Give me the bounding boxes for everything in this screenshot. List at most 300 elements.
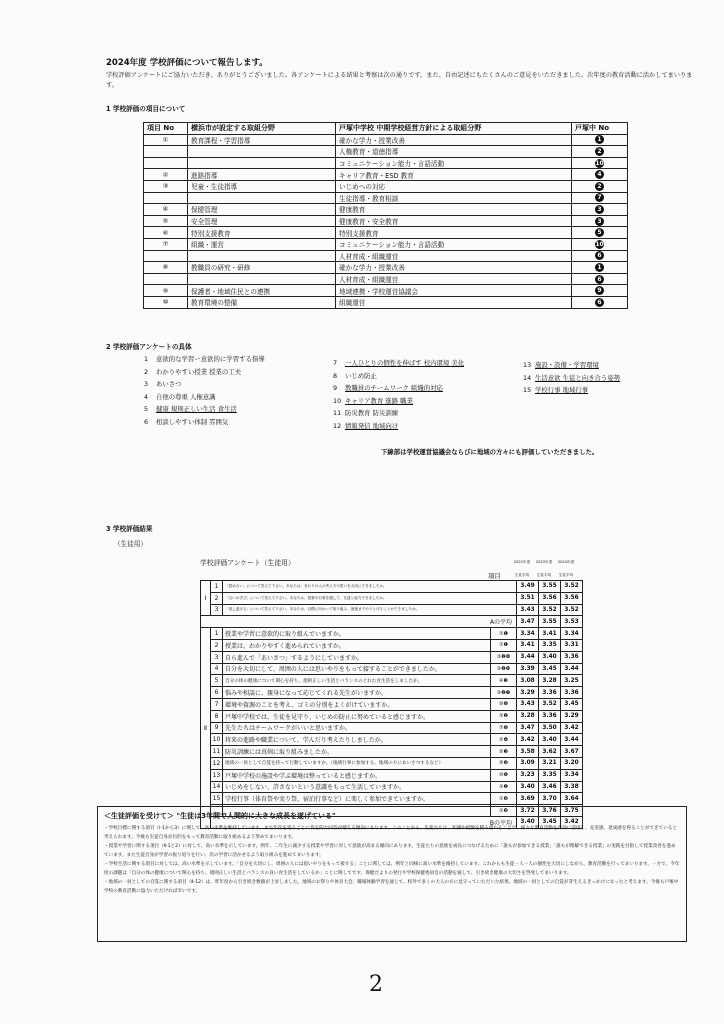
- table-row: [144, 180, 628, 192]
- yokohama-area: [188, 192, 336, 204]
- table-row: [144, 296, 628, 308]
- question-text: 戸塚中学校では、生徒を見守り、いじめの防止に努めていると感じますか。: [223, 710, 491, 722]
- item-no: ⑦: [144, 238, 188, 250]
- survey-item-text: キャリア教育 進路 職業: [345, 396, 413, 405]
- score-value: 3.45: [561, 698, 583, 710]
- yokohama-area: 進路指導: [188, 169, 336, 181]
- survey-row-b: [201, 687, 583, 699]
- survey-row-a: [201, 581, 583, 593]
- survey-item-text: あいさつ: [156, 380, 182, 389]
- question-text: 授業は、わかりやすく進められていますか。: [223, 639, 491, 651]
- survey-item-number: 9: [333, 384, 338, 393]
- category-tag: ⑩❻: [491, 769, 517, 781]
- totsuka-area: 人材育成・組織運営: [336, 273, 572, 285]
- totsuka-no-cell: [572, 169, 628, 181]
- score-value: 3.46: [539, 781, 561, 793]
- survey-item-number: 5: [144, 405, 149, 414]
- score-value: 3.34: [517, 628, 539, 640]
- item-no: [144, 157, 188, 169]
- score-value: 3.52: [539, 604, 561, 616]
- category-tag: ⑨❾: [491, 757, 517, 769]
- question-text: 自分の体の健康について関心を持ち、規則正しい生活とバランスのとれた食生活をしましたか。: [223, 675, 491, 687]
- average-value: 3.47: [517, 616, 539, 628]
- survey-item-text: 一人ひとりの個性を伸ばす 校内環境 美化: [345, 359, 465, 367]
- score-value: 3.35: [539, 639, 561, 651]
- table-row: [144, 157, 628, 169]
- totsuka-no-cell: [572, 204, 628, 216]
- col-kind-2022: 生徒平均: [514, 573, 530, 577]
- totsuka-no-badge: 9: [595, 286, 604, 295]
- survey-item-number: 6: [144, 417, 149, 426]
- category-tag: ⑦❻: [491, 722, 517, 734]
- score-value: 3.36: [539, 687, 561, 699]
- totsuka-area: コミュニケーション能力・言語活動: [336, 238, 572, 250]
- table-row: [144, 238, 628, 250]
- yokohama-area: 児童・生徒指導: [188, 180, 336, 192]
- totsuka-area: キャリア教育・ESD 教育: [336, 169, 572, 181]
- comment-heading: ＜生徒評価を受けて＞ "生徒は3年間で人間的に大きな成長を遂げている": [104, 812, 336, 820]
- category-tag: ③❷❼: [491, 687, 517, 699]
- survey-item-text: わかりやすい授業 授業の工夫: [156, 367, 242, 376]
- yokohama-area: [188, 273, 336, 285]
- score-value: 3.41: [539, 628, 561, 640]
- score-value: 3.41: [517, 639, 539, 651]
- survey-item-number: 14: [523, 373, 532, 382]
- average-label: Aの平均: [201, 616, 517, 628]
- score-value: 3.38: [561, 781, 583, 793]
- score-value: 3.23: [517, 769, 539, 781]
- survey-item: [523, 372, 620, 385]
- survey-row-b: [201, 639, 583, 651]
- row-index: 8: [211, 710, 223, 722]
- section-3-heading: 3 学校評価結果: [106, 525, 153, 533]
- survey-row-b: [201, 793, 583, 805]
- yokohama-area: [188, 146, 336, 158]
- survey-row-b: [201, 710, 583, 722]
- question-text: 自分を大切にして、周囲の人には思いやりをもって接することができましたか。: [223, 663, 491, 675]
- average-label: Bの平均: [211, 816, 517, 828]
- score-value: 3.34: [561, 628, 583, 640]
- totsuka-no-cell: [572, 215, 628, 227]
- totsuka-no-badge: 2: [595, 182, 604, 191]
- row-index: 15: [211, 793, 223, 805]
- item-no: [144, 192, 188, 204]
- category-tag: ⑤❸: [491, 746, 517, 758]
- score-value: 3.29: [517, 687, 539, 699]
- score-value: 3.09: [517, 757, 539, 769]
- survey-item-text: 意欲的な学習ー意欲的に学習する指導: [156, 355, 265, 363]
- yokohama-area: [188, 250, 336, 262]
- score-value: 3.34: [561, 769, 583, 781]
- category-tag: ③❷: [491, 710, 517, 722]
- score-value: 3.31: [561, 639, 583, 651]
- totsuka-no-badge: 10: [595, 159, 604, 167]
- col-year-2024: 2024年度: [557, 560, 575, 564]
- survey-item: [523, 359, 620, 372]
- score-value: 3.55: [539, 581, 561, 593]
- survey-item: [144, 353, 265, 366]
- yokohama-area: [188, 157, 336, 169]
- survey-item: [144, 378, 265, 391]
- question-text: いじめをしない、許さないという意識をもって生活していますか。: [223, 781, 491, 793]
- totsuka-no-cell: [572, 157, 628, 169]
- survey-item-text: 自他の尊重 人権意識: [156, 392, 216, 401]
- survey-item: [333, 407, 464, 420]
- average-value: 3.40: [517, 816, 539, 828]
- survey-row-b: [201, 651, 583, 663]
- question-text: 「互いの学び」について答えて下さい。あなたは、授業や行事を通して、友達と協力できましたか。: [223, 592, 517, 604]
- score-value: 3.56: [561, 592, 583, 604]
- row-index: 2: [211, 639, 223, 651]
- item-no: ⑩: [144, 296, 188, 308]
- score-value: 3.56: [539, 592, 561, 604]
- underline-footnote: 下線部は学校運営協議会ならびに地域の方々にも評価していただきました。: [381, 448, 599, 456]
- totsuka-no-badge: 1: [595, 135, 604, 144]
- totsuka-area: 人権教育・道徳指導: [336, 146, 572, 158]
- totsuka-no-badge: 6: [595, 275, 604, 284]
- survey-item-number: 1: [144, 355, 149, 363]
- comment-paragraph-3: ・学校生活に関する項目に対しては、高い水準を示しています。「自分を大切にし、周囲の人には思いやりをもって接する」ことに関しては、例年と同様に高い水準を維持しています。これからも生徒一人一人の個性を大切にしながら、教育活動を行ってまいります。一方で、今年度の課題は「自分の体の健康について関心を持ち、規則正しい生活とバランスの良い食生活をしているか」ことに関してです。保健だよりの発行や学校保健委員会の活動を通して、引き続き健康の大切さを啓発してまいります。: [104, 862, 680, 876]
- item-no: ③: [144, 180, 188, 192]
- average-value: 3.53: [561, 616, 583, 628]
- item-no: ②: [144, 169, 188, 181]
- col-year-2023: 2023年度: [535, 560, 553, 564]
- col-year-2022: 2022年度: [513, 560, 531, 564]
- totsuka-area: 特別支援教育: [336, 227, 572, 239]
- yokohama-area: 組織・運営: [188, 238, 336, 250]
- yokohama-area: 安全管理: [188, 215, 336, 227]
- section-1-heading: 1 学校評価の項目について: [106, 105, 186, 113]
- category-tag: ④❸: [491, 675, 517, 687]
- intro-paragraph: 学校評価アンケートにご協力いただき、ありがとうございました。各アンケートによる結果と考察は次の通りです。また、自由記述にもたくさんのご意見をいただきました。次年度の教育活動に活かしてまいります。: [106, 72, 693, 89]
- row-index: 4: [211, 663, 223, 675]
- category-tag: ②❹: [491, 734, 517, 746]
- score-value: 3.75: [561, 805, 583, 817]
- survey-items-column-1: [144, 353, 265, 429]
- group-label: Ⅰ: [201, 581, 211, 616]
- totsuka-no-badge: 6: [595, 251, 604, 260]
- item-column-label: 項目: [488, 572, 501, 580]
- totsuka-no-badge: 6: [595, 298, 604, 307]
- score-value: 3.52: [561, 604, 583, 616]
- totsuka-no-badge: 1: [595, 263, 604, 272]
- score-value: 3.70: [539, 793, 561, 805]
- question-text: 自ら進んで「あいさつ」するようにしていますか。: [223, 651, 491, 663]
- score-value: 3.20: [561, 757, 583, 769]
- score-value: 3.36: [561, 687, 583, 699]
- score-value: 3.50: [539, 722, 561, 734]
- category-tag: ①❶: [491, 628, 517, 640]
- item-no: ①: [144, 134, 188, 146]
- survey-item-text: 施設・設備・学習環境: [535, 361, 599, 369]
- score-value: 3.28: [539, 675, 561, 687]
- comment-paragraph-4: ・地域の一員としての自覚に関する項目（Ⅱ-12）は、昨年度から引き続き数値が上昇しました。地域のお祭りや体育大会、職場体験学習を通じて、校外で多くの大人の方に見守っていただいた結果、地域の一員としての自覚が芽生えるきっかけになったと考えます。今後も戸塚中学校の教育活動に協力いただければ幸いです。: [104, 880, 679, 894]
- row-index: 5: [211, 675, 223, 687]
- yokohama-area: 教育課程・学習指導: [188, 134, 336, 146]
- item-no: [144, 146, 188, 158]
- yokohama-area: 保護者・地域住民との連携: [188, 285, 336, 297]
- survey-row-b: [201, 628, 583, 640]
- totsuka-area: 確かな学力・授業改善: [336, 134, 572, 146]
- table-row: [144, 192, 628, 204]
- score-value: 3.44: [517, 651, 539, 663]
- survey-item: [144, 391, 265, 404]
- score-value: 3.52: [539, 698, 561, 710]
- table-row: [144, 262, 628, 274]
- header-cell-0: 項目 No: [144, 123, 188, 135]
- question-text: 環境や資源のことを考え、ゴミの分別をよくがけていますか。: [223, 698, 491, 710]
- totsuka-no-badge: 5: [595, 228, 604, 237]
- table-header-row: [144, 123, 628, 135]
- header-cell-2: 戸塚中学校 中期学校経営方針による取組分野: [336, 123, 572, 135]
- totsuka-no-badge: 2: [595, 147, 604, 156]
- survey-row-a: [201, 592, 583, 604]
- totsuka-area: 健康教育: [336, 204, 572, 216]
- score-value: 3.43: [517, 604, 539, 616]
- col-kind-2023: 生徒平均: [536, 573, 552, 577]
- score-value: 3.35: [539, 769, 561, 781]
- table-row: [144, 134, 628, 146]
- page-number: 2: [369, 972, 383, 997]
- survey-item-text: 情報発信 地域向け: [345, 421, 399, 430]
- survey-item-text: 生活意欲 生徒と向き合う姿勢: [535, 373, 621, 382]
- score-value: 3.40: [539, 734, 561, 746]
- survey-row-b: [201, 675, 583, 687]
- score-value: 3.25: [561, 675, 583, 687]
- category-tag: ①❽: [491, 793, 517, 805]
- score-value: 3.72: [517, 805, 539, 817]
- score-value: 3.44: [561, 734, 583, 746]
- totsuka-area: 地域連携・学校運営協議会: [336, 285, 572, 297]
- totsuka-no-cell: [572, 134, 628, 146]
- survey-item-number: 12: [333, 421, 342, 430]
- question-text: 地域の一員として自覚を持って行動していますか。（地域行事に参加する、地域の方にあいさつするなど）: [223, 757, 491, 769]
- survey-items-column-2: [333, 357, 464, 433]
- totsuka-no-cell: [572, 192, 628, 204]
- totsuka-no-cell: [572, 296, 628, 308]
- table-row: [144, 215, 628, 227]
- comment-paragraph-1: ・学校目標に関する項目（Ⅰ-1から3）に関して、高い水準を維持しています。また年次を追うごとに肯定的な回答が増える傾向にあります。このことから、生徒たちは、知識や経験を積み重ねることで、様々な教育活動を有効に活用し、充実感、達成感を得ることができていると考えられます。今後も生徒自身が目的をもって教育活動に取り組めるよう努めてまいります。: [104, 826, 677, 840]
- row-index: 1: [211, 581, 223, 593]
- score-value: 3.40: [517, 781, 539, 793]
- survey-row-b: [201, 734, 583, 746]
- totsuka-no-badge: 4: [595, 170, 604, 179]
- totsuka-area: 健康教育・安全教育: [336, 215, 572, 227]
- table-row: [144, 285, 628, 297]
- survey-item-text: 教職員のチームワーク 組織的対応: [345, 384, 443, 393]
- row-index: 10: [211, 734, 223, 746]
- survey-row-b: [201, 663, 583, 675]
- row-index: 2: [211, 592, 223, 604]
- score-value: 3.29: [561, 710, 583, 722]
- row-index: 6: [211, 687, 223, 699]
- score-value: 3.36: [539, 710, 561, 722]
- question-text: 防災訓練には真剣に取り組みましたか。: [223, 746, 491, 758]
- score-value: 3.36: [561, 651, 583, 663]
- question-text: 先生たちはチームワークがいいと思いますか。: [223, 722, 491, 734]
- row-index: 14: [211, 781, 223, 793]
- yokohama-area: 保健管理: [188, 204, 336, 216]
- category-tag: ①❶: [491, 639, 517, 651]
- survey-row-b: [201, 698, 583, 710]
- table-row: [144, 204, 628, 216]
- survey-item-number: 3: [144, 380, 149, 389]
- score-value: 3.67: [561, 746, 583, 758]
- score-value: 3.08: [517, 675, 539, 687]
- score-value: 3.64: [561, 793, 583, 805]
- col-kind-2024: 生徒平均: [558, 573, 574, 577]
- item-no: ⑥: [144, 227, 188, 239]
- survey-item-number: 8: [333, 371, 338, 380]
- totsuka-no-cell: [572, 285, 628, 297]
- survey-row-b: [201, 746, 583, 758]
- score-value: 3.58: [517, 746, 539, 758]
- item-no: [144, 250, 188, 262]
- yokohama-area: 特別支援教育: [188, 227, 336, 239]
- score-value: 3.69: [517, 793, 539, 805]
- table-row: [144, 250, 628, 262]
- survey-item: [144, 403, 265, 416]
- item-no: ④: [144, 204, 188, 216]
- survey-item-text: 健康 規則正しい生活 食生活: [156, 405, 237, 414]
- survey-items-column-3: [523, 359, 620, 397]
- survey-item: [333, 395, 464, 408]
- survey-item: [333, 357, 464, 370]
- question-text: 学校行事（体育祭や実り祭、宿泊行事など）に楽しく参加できていますか。: [223, 793, 491, 805]
- comment-paragraph-2: ・授業や学習に関する項目（Ⅱ-1と2）に対して、高い水準を示しています。例年、二年生に減少する授業や学習に対して意欲が高まる傾向にあります。生徒たちの意欲を成長につなげるために「誰もが参加できる授業」「誰もが理解できる授業」の実践を目指して授業改善を進めています。また生徒自身が学習の振り返りを行い、次の学習に活かせるよう取り組みを進めてまいります。: [104, 844, 676, 858]
- totsuka-area: 確かな学力・授業改善: [336, 262, 572, 274]
- item-no: [144, 273, 188, 285]
- item-no: ⑤: [144, 215, 188, 227]
- average-value: 3.45: [539, 816, 561, 828]
- score-value: 3.42: [561, 722, 583, 734]
- survey-item-number: 10: [333, 396, 342, 405]
- score-value: 3.44: [561, 663, 583, 675]
- question-text: 「認め合い」について答えて下さい。あなたは、まわりの人の考え方や思いを大切にできましたか。: [223, 581, 517, 593]
- row-index: 3: [211, 604, 223, 616]
- report-title: 2024年度 学校評価について報告します。: [106, 58, 268, 68]
- survey-item: [333, 420, 464, 433]
- survey-table-title: 学校評価アンケート（生徒用）: [200, 559, 295, 567]
- category-tag: ③❷❿: [491, 651, 517, 663]
- average-row-a: [201, 616, 583, 628]
- row-index: 13: [211, 769, 223, 781]
- table-row: [144, 227, 628, 239]
- yokohama-area: 教育環境の整備: [188, 296, 336, 308]
- row-index: 9: [211, 722, 223, 734]
- yokohama-area: 教職員の研究・研修: [188, 262, 336, 274]
- survey-item-text: いじめ防止: [345, 371, 377, 380]
- question-text: 悩みや相談に、親身になって応じてくれる先生がいますか。: [223, 687, 491, 699]
- score-value: 3.47: [517, 722, 539, 734]
- score-value: 3.49: [517, 581, 539, 593]
- score-value: 3.76: [539, 805, 561, 817]
- item-no: ⑨: [144, 285, 188, 297]
- score-value: 3.43: [517, 698, 539, 710]
- question-text: 授業や学習に意欲的に取り組んでいますか。: [223, 628, 491, 640]
- totsuka-area: コミュニケーション能力・言語活動: [336, 157, 572, 169]
- totsuka-no-cell: [572, 262, 628, 274]
- score-value: 3.40: [539, 651, 561, 663]
- question-text: 将来の進路や職業について、学んだり考えたりしましたか。: [223, 734, 491, 746]
- totsuka-no-cell: [572, 273, 628, 285]
- table-row: [144, 146, 628, 158]
- survey-row-b: [201, 781, 583, 793]
- score-value: 3.39: [517, 663, 539, 675]
- survey-item-number: 11: [333, 409, 342, 418]
- category-tag: ③❷: [491, 781, 517, 793]
- totsuka-no-cell: [572, 146, 628, 158]
- row-index: 1: [211, 628, 223, 640]
- header-cell-1: 横浜市が設定する取組分野: [188, 123, 336, 135]
- category-tag: ①❽: [491, 805, 517, 817]
- section-2-heading: 2 学校評価アンケートの具体: [106, 343, 192, 351]
- score-value: 3.51: [517, 592, 539, 604]
- score-value: 3.21: [539, 757, 561, 769]
- totsuka-no-cell: [572, 238, 628, 250]
- evaluation-items-table: [143, 122, 628, 309]
- category-tag: ⑩❻: [491, 698, 517, 710]
- survey-row-b: [201, 769, 583, 781]
- score-value: 3.45: [539, 663, 561, 675]
- survey-item-number: 15: [523, 386, 532, 395]
- score-value: 3.62: [539, 746, 561, 758]
- totsuka-area: 人材育成・組織運営: [336, 250, 572, 262]
- row-index: 7: [211, 698, 223, 710]
- table-row: [144, 273, 628, 285]
- student-evaluation-comment-box: [97, 806, 687, 942]
- totsuka-area: いじめへの対応: [336, 180, 572, 192]
- survey-item: [523, 384, 620, 397]
- group-label: Ⅱ: [201, 628, 211, 829]
- average-value: 3.55: [539, 616, 561, 628]
- question-text: 「成し遂げる」について答えて下さい。あなたは、目標に向かって取り組み、最後までやりとげることができましたか。: [223, 604, 517, 616]
- survey-item: [333, 382, 464, 395]
- survey-item-number: 2: [144, 367, 149, 376]
- row-index: 12: [211, 757, 223, 769]
- category-tag: ③❷❿: [491, 663, 517, 675]
- survey-item-number: 13: [523, 361, 532, 369]
- totsuka-no-cell: [572, 180, 628, 192]
- survey-item: [144, 366, 265, 379]
- survey-item-number: 7: [333, 359, 338, 367]
- survey-row-a: [201, 604, 583, 616]
- totsuka-area: 組織運営: [336, 296, 572, 308]
- table-row: [144, 169, 628, 181]
- totsuka-no-badge: 7: [595, 193, 604, 202]
- row-index: 3: [211, 651, 223, 663]
- survey-row-b: [201, 757, 583, 769]
- totsuka-area: 生徒指導・教育相談: [336, 192, 572, 204]
- score-value: 3.28: [517, 710, 539, 722]
- survey-item: [333, 370, 464, 383]
- header-cell-3: 戸塚中 No: [572, 123, 628, 135]
- survey-row-b: [201, 722, 583, 734]
- question-text: 戸塚中学校の施設や学ぶ環境は整っていると感じますか。: [223, 769, 491, 781]
- totsuka-no-cell: [572, 250, 628, 262]
- student-survey-table: [200, 580, 583, 829]
- survey-item-text: 防災教育 防災訓練: [345, 409, 399, 418]
- survey-item-number: 4: [144, 392, 149, 401]
- score-value: 3.42: [517, 734, 539, 746]
- totsuka-no-badge: 3: [595, 205, 604, 214]
- survey-item: [144, 416, 265, 429]
- average-value: 3.42: [561, 816, 583, 828]
- totsuka-no-badge: 3: [595, 217, 604, 226]
- totsuka-no-badge: 10: [595, 240, 604, 248]
- section-3-subheading: （生徒用）: [114, 540, 147, 548]
- survey-item-text: 相談しやすい体制 雰囲気: [156, 417, 229, 426]
